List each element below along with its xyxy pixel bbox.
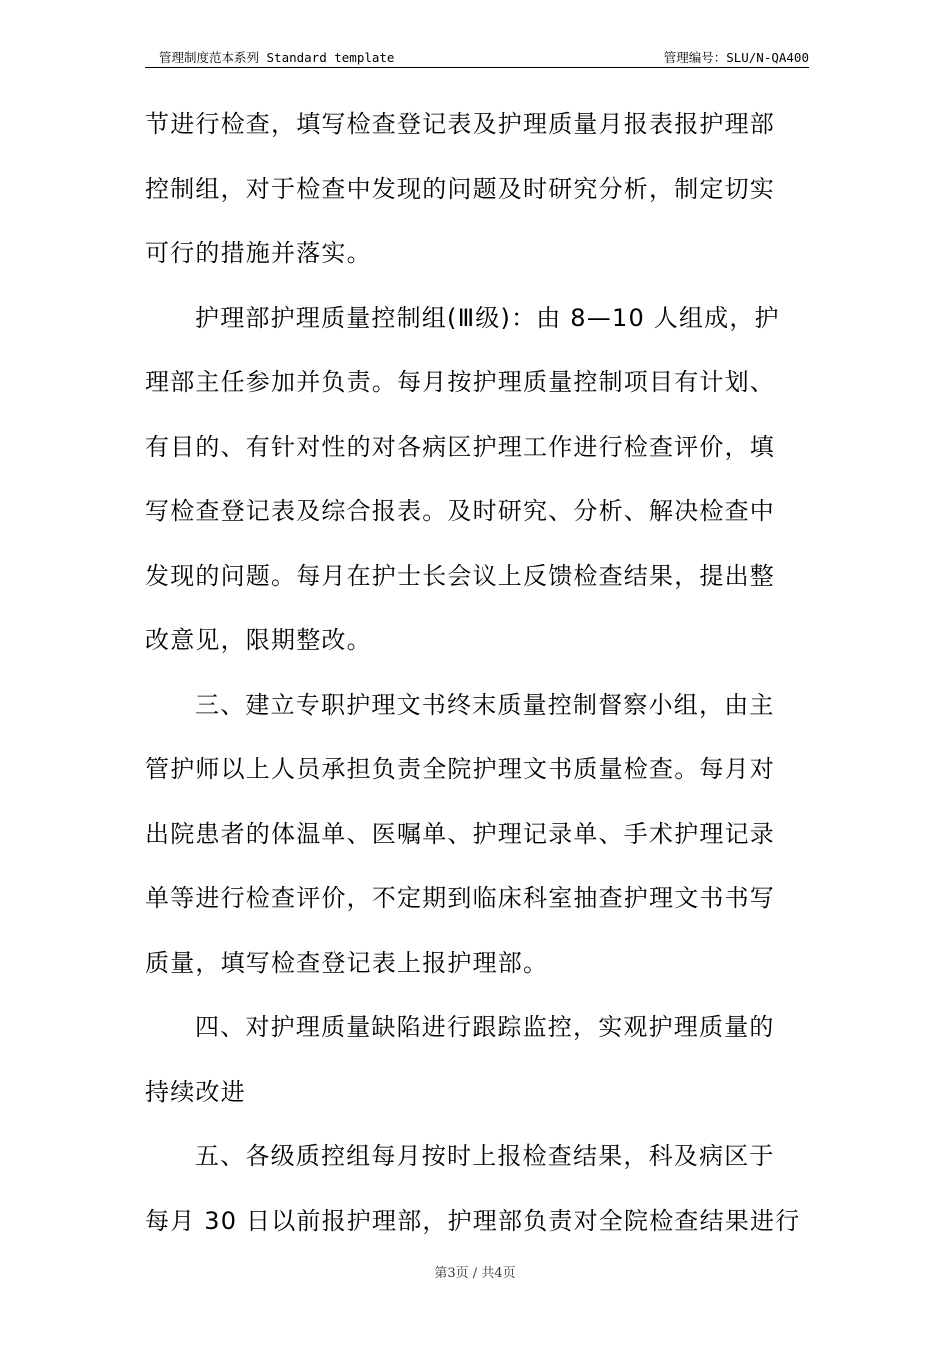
page-header [145, 49, 809, 68]
text-line: 改意见，限期整改。 [145, 626, 372, 654]
text-line: 质量，填写检查登记表上报护理部。 [145, 948, 549, 977]
management-code: 管理编号：SLU/N-QA400 [663, 50, 809, 65]
text-line: 每月 30 日以前报护理部，护理部负责对全院检查结果进行 [145, 1206, 801, 1235]
text-line: 发现的问题。每月在护士长会议上反馈检查结果，提出整 [145, 561, 775, 590]
text-line: 持续改进 [145, 1077, 246, 1106]
text-line: 管护师以上人员承担负责全院护理文书质量检查。每月对 [145, 755, 775, 783]
text-line: 护理部护理质量控制组(Ⅲ级)：由 8—10 人组成，护 [195, 303, 780, 332]
text-line: 写检查登记表及综合报表。及时研究、分析、解决检查中 [145, 497, 775, 525]
text-line: 节进行检查，填写检查登记表及护理质量月报表报护理部 [145, 110, 775, 138]
text-line: 有目的、有针对性的对各病区护理工作进行检查评价，填 [145, 432, 775, 461]
text-line: 单等进行检查评价，不定期到临床科室抽查护理文书书写 [145, 884, 775, 912]
text-line: 可行的措施并落实。 [145, 239, 372, 267]
document-body [145, 92, 809, 1253]
page-footer: 第3页 / 共4页 [434, 1266, 516, 1281]
text-line: 三、建立专职护理文书终末质量控制督察小组，由主 [195, 690, 775, 719]
text-line: 四、对护理质量缺陷进行跟踪监控，实观护理质量的 [195, 1013, 775, 1041]
text-line: 出院患者的体温单、医嘱单、护理记录单、手术护理记录 [145, 819, 775, 848]
template-series-label: 管理制度范本系列 Standard template [159, 50, 395, 65]
text-line: 五、各级质控组每月按时上报检查结果，科及病区于 [195, 1142, 775, 1170]
text-line: 控制组，对于检查中发现的问题及时研究分析，制定切实 [145, 174, 775, 203]
text-line: 理部主任参加并负责。每月按护理质量控制项目有计划、 [145, 368, 775, 396]
